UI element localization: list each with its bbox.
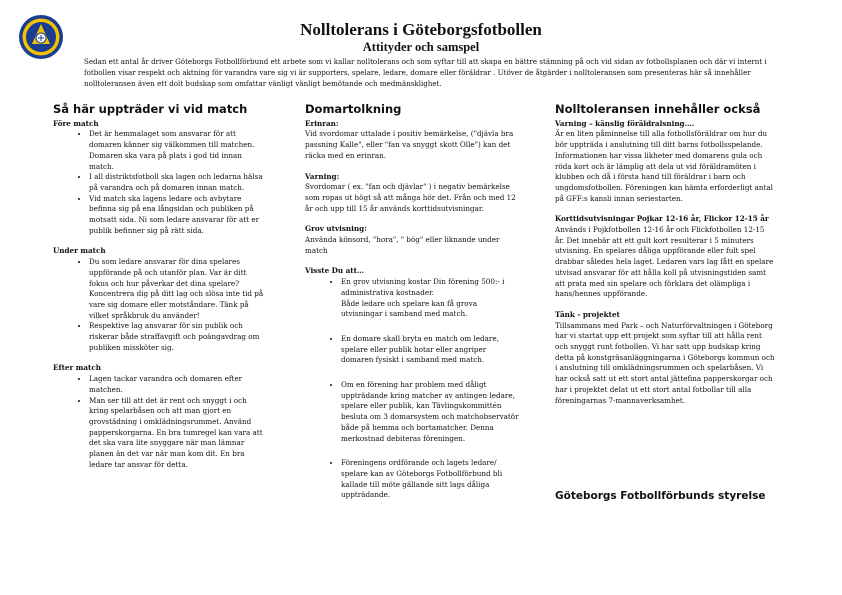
subheading-before: Före match: [53, 118, 99, 128]
column-match-conduct: [53, 100, 268, 471]
subheading-did-you-know: Visste Du att…: [305, 266, 365, 276]
column-referee-interpretation: [305, 100, 520, 501]
list-item: • En domare skall bryta en match om ledare, spelare eller publik hotar eller angriper domaren fysiskt i samband med match.: [341, 334, 520, 366]
subheading-during: Under match: [53, 246, 106, 256]
list-item: • Det är hemmalaget som ansvarar för att domaren känner sig välkommen till matchen. Domaren ska vara på plats i god tid innan match.: [89, 129, 268, 172]
subheading-expulsion: Grov utvisning:: [305, 224, 367, 234]
list-item: • Respektive lag ansvarar för sin publik och riskerar både straffavgift och poängavdrag om publiken missköter sig.: [89, 321, 268, 353]
list-did-you-know-cont3: [305, 458, 520, 501]
list-item: • Om en förening har problem med dåligt uppträdande kring matcher av antingen ledare, spelare eller publik, kan Tävlingskommittén besluta om 3 domarsystem och matchobservatör både på hemma och bortamatcher. Denna merkostnad debiteras föreningen.: [341, 380, 520, 444]
list-item: • Du som ledare ansvarar för dina spelares uppförande på och utanför plan. Var är ditt fokus och hur påverkar det dina spelare? Koncentrera dig på ditt lag och slösa inte tid på vare sig domare eller motståndare. Tänk på vilket språkbruk du använder!: [89, 257, 268, 321]
section-heading: Domartolkning: [305, 102, 402, 116]
list-item: • En grov utvisning kostar Din förening 500:- i administrativa kostnader.: [341, 277, 520, 298]
expulsion-text: Använda könsord, "hora", " bög" eller liknande under match: [305, 235, 500, 255]
list-before: [53, 129, 268, 236]
column-also-includes: [555, 100, 775, 406]
subheading-warning: Varning:: [305, 171, 340, 181]
short-expulsions-text: Används i Pojkfotbollen 12-16 år och Flickfotbollen 12-15 år. Det innebär att ett gult kort resulterar i 5 minuters utvisning. En spelares dåliga uppförande eller fult spel drabbar således hela laget. Ledaren vars lag fått en spelare utvisad ansvarar för att hålla koll på utvisningstiden samt att prata med sin spelare och förklara det olämpliga i hans/hennes uppförande.: [555, 225, 774, 299]
warning-text: Svordomar ( ex. "fan och djävlar" ) i negativ bemärkelse som ropas ut högt så att många hör det. Från och med 12 år och upp till 15 år används korttidsutvisningar.: [305, 182, 516, 213]
list-item: Både ledare och spelare kan få grova utvisningar i samband med match.: [341, 298, 477, 319]
list-did-you-know-cont: [305, 334, 520, 366]
list-item: • Lagen tackar varandra och domaren efter matchen.: [89, 374, 268, 395]
list-item: • Föreningens ordförande och lagets ledare/ spelare kan av Göteborgs Fotbollförbund bli kallade till möte gällande sitt lags dåliga uppträdande.: [341, 458, 520, 501]
list-item: • Man ser till att det är rent och snyggt i och kring spelarbåsen och att man gjort en grovstädning i omklädningsrummet. Använd papperskorgarna. En bra tumregel kan vara att det ska vara lite snyggare när man lämnar planen än det var när man kom dit. En bra ledare tar ansvar för detta.: [89, 396, 268, 471]
list-during: [53, 257, 268, 353]
parent-warning-text: Är en liten påminnelse till alla fotbollsföräldrar om hur du bör uppträda i anslutning till ditt barns fotbollsspelande. Informationen har vissa likheter med domarens gula och röda kort och är lämplig att dela ut vid föräldramöten i klubben och då i första hand till föräldrar i barn och ungdomsfotbollen. Föreningen kan hämta erforderligt antal på GFF:s kansli innan seriestarten.: [555, 129, 773, 203]
section-heading: Nolltoleransen innehåller också: [555, 102, 761, 116]
subheading-after: Efter match: [53, 363, 101, 373]
list-after: [53, 374, 268, 470]
think-project-text: Tillsammans med Park – och Naturförvaltningen i Göteborg har vi startat upp ett projekt som syftar till att hålla rent och snyggt runt fotbollen. Vi har satt upp budskap kring detta på konstgräsanläggningarna i Göteborgs kommun och i anslutning till omklädningsrummen och spelarbåsen. Vi har också satt ut ett stort antal jättefina papperskorgar och har i projektet delat ut ett stort antal fotbollar till alla föreningarnas 7-mannaverksamhet.: [555, 320, 775, 405]
reminder-text: Vid svordomar uttalade i positiv bemärkelse, ("djävla bra passning Kalle", eller "fan va snyggt skott Olle") kan det räcka med en erinran.: [305, 129, 514, 160]
page-title: Nolltolerans i Göteborgsfotbollen: [300, 20, 542, 39]
signature: Göteborgs Fotbollförbunds styrelse: [555, 490, 766, 502]
list-did-you-know: [305, 277, 520, 320]
subheading-reminder: Erinran:: [305, 118, 339, 128]
list-item: • Vid match ska lagens ledare och avbytare befinna sig på ena långsidan och publiken på motsatt sida. Ni som ledare ansvarar för att er publik befinner sig på rätt sida.: [89, 194, 268, 237]
intro-paragraph: Sedan ett antal år driver Göteborgs Fotbollförbund ett arbete som vi kallar nolltolerans och som syftar till att skapa en bättre stämning på och vid sidan av fotbollsplanen och där vi internt i fotbollen visar respekt och aktning för varandra vare sig vi är supporters, spelare, ledare, domare eller föräldrar . Utöver de åtgärder i nolltoleransen som presenteras här så innehåller nolltoleransen även ett dolt budskap som omfattar vänligt vänligt bemötande och medmänsklighet.: [84, 57, 767, 88]
list-item: • I all distriktsfotboll ska lagen och ledarna hälsa på varandra och på domaren innan match.: [89, 172, 268, 193]
section-heading: Så här uppträder vi vid match: [53, 102, 248, 116]
list-did-you-know-cont2: [305, 380, 520, 444]
page-subtitle: Attityder och samspel: [362, 40, 480, 54]
subheading-think-project: Tänk - projektet: [555, 309, 620, 319]
subheading-parent-warning: Varning – känslig föräldralsning….: [555, 118, 695, 128]
subheading-short-expulsions: Korttidsutvisningar Pojkar 12-16 år, Flickor 12-15 år: [555, 214, 769, 224]
